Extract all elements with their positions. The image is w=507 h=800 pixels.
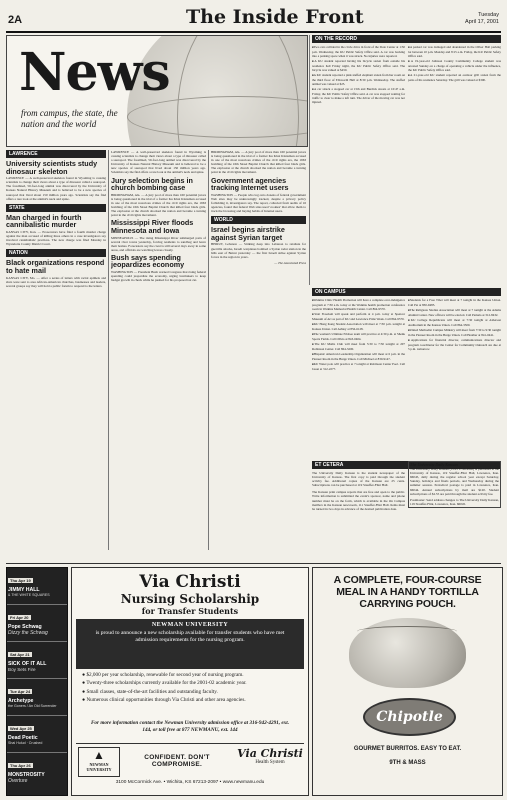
via-christi-logo bbox=[236, 747, 304, 775]
calendar-line2: the Goners / An Old Surrender bbox=[8, 704, 57, 708]
burrito-fold bbox=[357, 626, 457, 637]
on-the-record bbox=[312, 35, 501, 285]
otr-item: ■ A parked car was damaged and abandoned in the Oliver Hall parking lot between 10 p.m. Monday and 8:15 a.m. Friday, the KU Public Safety Office said. bbox=[408, 45, 501, 58]
page-header bbox=[6, 6, 501, 30]
section-label-world: WORLD bbox=[211, 216, 306, 224]
floods-headline: Mississippi River floods Minnesota and Iowa bbox=[111, 218, 194, 235]
column-2-intro: LAWRENCE — A well-preserved skeleton found in Wyoming is causing scientists to change their views about a type of dinosaur called a sauropod. The fossilized, 50-foot-long animal was discovered by the University of Kansas Natural History Museum and is believed to be a new species of sauropod that lived about 150 million years ago. Scientists say the find offers a rare look at the animal's neck and spine. bbox=[111, 150, 206, 175]
calendar-entry bbox=[7, 716, 67, 753]
vc-bullet-item: ● Twenty-three scholarships currently available for the 2001-02 academic year. bbox=[82, 680, 247, 687]
nation-body: KANSAS CITY, Mo. — After a series of letters with racial epithets and slurs were sent to area African-American churches, businesses and leaders, several groups say they will hold a public forum to respond to the letters. bbox=[6, 275, 106, 288]
calendar-line1: MONSTROSITY bbox=[8, 772, 45, 778]
news-subtitle: from campus, the state, the nation and the world bbox=[21, 108, 118, 129]
otr-col-a bbox=[312, 45, 405, 105]
vc-newman-band bbox=[76, 619, 304, 669]
column-2 bbox=[111, 150, 206, 560]
section-label-lawrence: LAWRENCE bbox=[6, 150, 106, 158]
column-1 bbox=[6, 150, 106, 560]
vc-slogan: CONFIDENT. DON'T COMPROMISE. bbox=[144, 754, 210, 768]
column-3-intro: BIRMINGHAM, Ala. — A jury pool of more than 160 potential jurors is being questioned in the trial of a former Ku Klux Klansman accused in one of the most notorious crimes of the civil rights era, the 1963 bombing of the 16th Street Baptist Church that killed four black girls. The explosion at the church shocked the nation and became a turning point in the civil rights movement. bbox=[211, 150, 306, 175]
etc-text-1: The University Daily Kansan is the student newspaper of the University of Kansas. The first copy is paid through the student activity fee. Additional copies of the Kansan are 25 cents. Subscriptions can be purchased at 119 Stauffer-Flint Hall. bbox=[312, 471, 405, 488]
calendar-entry bbox=[7, 605, 67, 642]
vc-web: www.newmanu.edu bbox=[222, 780, 265, 785]
calendar-date: Sat Apr 21 bbox=[10, 652, 30, 657]
calendar-entry bbox=[7, 753, 67, 793]
jury-headline: Jury selection begins in church bombing case bbox=[111, 175, 193, 193]
udk-box bbox=[408, 461, 501, 508]
bush-body: WASHINGTON — President Bush warned Congress that rising federal spending could jeopardize the economy, urging lawmakers to keep budget growth in check while he pushed for his proposed tax cut. bbox=[111, 270, 206, 283]
calendar-entry bbox=[7, 642, 67, 679]
oc-col-b bbox=[408, 298, 501, 352]
vc-title-2: Nursing Scholarship bbox=[120, 592, 260, 606]
chipotle-tagline: GOURMET BURRITOS. EASY TO EAT. bbox=[353, 746, 462, 752]
calendar-line1: Archetype bbox=[8, 698, 34, 704]
calendar-line1: Dead Poetic bbox=[8, 735, 38, 741]
ap-credit: — The Associated Press bbox=[274, 260, 306, 265]
via-christi-logo-sub: Health System bbox=[255, 760, 285, 765]
vc-bullet-text: $2,000 per year scholarship, renewable for second year of nursing program. bbox=[86, 672, 244, 678]
vc-title-3: for Transfer Students bbox=[141, 606, 239, 616]
newman-logo-mark: ▲ bbox=[93, 748, 105, 762]
on-the-record-title: ON THE RECORD bbox=[312, 35, 501, 43]
vc-title-1: Via Christi bbox=[139, 572, 241, 592]
et-cetera-title: ET CETERA bbox=[312, 461, 501, 469]
calendar-line1: Pope Schwag bbox=[8, 624, 42, 630]
news-title: News bbox=[19, 42, 170, 103]
col-divider-2 bbox=[208, 150, 209, 550]
section-label-state: STATE bbox=[6, 204, 106, 212]
calendar-date: Tue Apr 24 bbox=[10, 689, 31, 694]
otr-col-b bbox=[408, 45, 501, 83]
vc-address: 3100 McCormick Ave. • Wichita, KS 67213-2097 bbox=[115, 780, 219, 785]
vc-intro: is proud to announce a new scholarship available for transfer students who have met admission requirements for the nursing program. bbox=[95, 630, 285, 643]
otr-item: ■ A 21-year-old KU student reported an outdoor grill stolen from the patio of his residence Saturday. The grill was valued at $300. bbox=[408, 73, 501, 82]
world-body: BEIRUT, Lebanon — Striking deep into Lebanon to retaliate for guerrilla attacks, Israeli warplanes bombed a Syrian radar station in the hills east of Beirut yesterday — the first Israeli strike against Syrian forces in the region in years. bbox=[211, 242, 306, 259]
ad-rule bbox=[6, 563, 501, 564]
calendar-ad bbox=[6, 567, 68, 796]
on-campus bbox=[312, 288, 501, 458]
calendar-date: Fri Apr 20 bbox=[10, 615, 29, 620]
calendar-entry bbox=[7, 568, 67, 605]
header-rule bbox=[6, 31, 501, 33]
bush-headline: Bush says spending jeopardizes economy bbox=[111, 252, 185, 270]
calendar-line2: Dizzy the Schwag bbox=[8, 630, 48, 636]
oc-item: ■ Students for a Free Tibet will meet at 7 tonight in the Kansas Union. Call Pat at 830-9485. bbox=[408, 298, 501, 307]
vc-bullet-item: ● Numerous clinical opportunities through Via Christi and other area agencies. bbox=[82, 697, 246, 704]
calendar-line1: JIMMY HALL bbox=[8, 587, 40, 593]
govt-body: WASHINGTON — People who log onto dozens of federal government Web sites may be unknowingly tracked, despite a privacy policy forbidding it, investigators say. The report, collected from audits of 16 agencies, found that federal Web sites used 'cookies' that allow them to track the browsing and buying habits of Internet users. bbox=[211, 192, 306, 214]
vc-footer-rule bbox=[76, 743, 304, 744]
otr-item: ■ A KU student reported having his bicycle stolen from outside his residence hall Friday night, the KU Public Safety Office said. The bicycle was valued at $450. bbox=[312, 59, 405, 72]
chipotle-logo-text: Chipotle bbox=[376, 709, 443, 725]
calendar-line2: & THE WHITE SQUARES bbox=[8, 593, 50, 597]
oc-col-a bbox=[312, 298, 405, 372]
udk-title: The University Daily Kansan bbox=[410, 462, 458, 467]
header-date: April 17, 2001 bbox=[465, 19, 499, 25]
udk-postmaster: Postmaster: Send address changes to The University Daily Kansan, 119 Stauffer-Flint, Lawrence, Kan. 66045. bbox=[410, 497, 499, 506]
newman-logo bbox=[78, 747, 120, 777]
vc-bullet-text: Twenty-three scholarships currently available for the 2001-02 academic year. bbox=[86, 680, 247, 687]
calendar-line1: SICK OF IT ALL bbox=[8, 661, 47, 667]
header-day: Tuesday bbox=[478, 12, 499, 18]
calendar-line2: Shai Hulud · Crushed bbox=[8, 741, 43, 745]
oc-item: ■ KU Hong Kong Student Association will meet at 7:30 p.m. tonight at Kansas Union. Call Ashley at 856-6128. bbox=[312, 322, 405, 331]
otr-item: ■ A KU student reported a pink stuffed elephant stolen from her room on the third floor of Ellsworth Hall at 8:30 p.m. Wednesday. The stuffed animal was valued at $25. bbox=[312, 73, 405, 86]
world-headline: Israel begins airstrike against Syrian target bbox=[211, 225, 285, 242]
oc-item: ■ KU Water polo will practice at 7 tonight at Robinson Center Pool. Call Jason at 312-2277. bbox=[312, 362, 405, 371]
etc-col-a bbox=[312, 471, 405, 511]
oc-item: ■ Hispanic American Leadership Organization will meet at 6 p.m. in the Pioneer Room in the Burge Union. Call Michael at 830-9147. bbox=[312, 352, 405, 361]
col-divider-3 bbox=[309, 35, 310, 285]
calendar-date: Wed Apr 25 bbox=[10, 726, 32, 731]
jury-body: BIRMINGHAM, Ala. — A jury pool of more than 160 potential jurors is being questioned in the trial of a former Ku Klux Klansman accused in one of the most notorious crimes of the civil rights era, the 1963 bombing of the 16th Street Baptist Church that killed four black girls. The explosion at the church shocked the nation and became a turning point in the civil rights movement. bbox=[111, 192, 206, 218]
govt-headline: Government agencies tracking Internet users bbox=[211, 175, 289, 193]
state-headline: Man charged in fourth cannibalistic murder bbox=[6, 212, 82, 230]
via-christi-logo-text: Via Christi bbox=[237, 747, 303, 760]
chipotle-headline: A COMPLETE, FOUR-COURSE MEAL IN A HANDY TORTILLA CARRYING POUCH. bbox=[333, 574, 482, 610]
state-body: KANSAS CITY, Kan. — Prosecutors have filed a fourth murder charge against the man accused of killing three others in a case investigators say involved cannibalistic practices. The new charge was filed Monday in Wyandotte County District Court. bbox=[6, 229, 106, 247]
newman-logo-text: NEWMAN UNIVERSITY bbox=[86, 762, 112, 772]
vc-bullets bbox=[82, 672, 298, 706]
oc-item: ■ Watkins Clinic Health Promotion will have a complete over-indulgence program at 7:30 a.m. today at the Watkins health promotion conference room in Watkins Memorial Health Center. Call 864-9570. bbox=[312, 298, 405, 311]
section-title: The Inside Front bbox=[186, 6, 364, 28]
oc-item: ■ The KU Maths Club will meet from 5:30 to 7:30 tonight at 207 Robinson Center. Call 864-3200. bbox=[312, 342, 405, 351]
vc-contact: For more information contact the Newman University admission office at 316-942-4291, ext. 144, or toll free at 877 NEWMANU, ext. 144 bbox=[90, 720, 290, 733]
section-label-nation: NATION bbox=[6, 249, 106, 257]
otr-item: ■ A car struck a stopped car at 15th and Burdick streets at 10:47 a.m. Friday, the KU Public Safety Office said. A car was stopped waiting for traffic to clear to make a left turn. The driver of the moving car was not injured. bbox=[312, 87, 405, 104]
etc-text-2: The Kansan print campus reports that are free and open to the public. Write information is submitted the event's sponsor, name and phone number must be on the form, which is available in the On Campus mailbox in the Kansan newsroom, 111 Stauffer-Flint Hall. Items must be turned in two days in advance of the desired publication date. bbox=[312, 490, 405, 511]
chipotle-logo bbox=[363, 698, 456, 736]
otr-item: ■ A 19-year-old Johnson County Community College student was arrested Sunday on a charge of operating a vehicle under the influence, the KU Public Safety Office said. bbox=[408, 59, 501, 72]
vc-address-line: 3100 McCormick Ave. • Wichita, KS 67213-2097 • www.newmanu.edu bbox=[115, 780, 265, 785]
calendar-entry bbox=[7, 679, 67, 716]
oc-item: ■ Applications for financial director, communications director and program coordinator for the Center for Community Outreach are due at 5 p.m. tomorrow. bbox=[408, 338, 501, 351]
calendar-date: Thu Apr 26 bbox=[10, 763, 31, 768]
vc-bullet-text: Small classes, state-of-the-art facilities and outstanding faculty. bbox=[86, 688, 218, 695]
vc-newman-header: NEWMAN UNIVERSITY bbox=[151, 622, 229, 628]
vc-bullet-item: ● Small classes, state-of-the-art facilities and outstanding faculty. bbox=[82, 688, 218, 695]
col-divider-1 bbox=[108, 150, 109, 550]
oc-item: ■ The Religious Studies Association will meet at 7 tonight at the Adams Alumni Center. New officers will be elected. Call Pamela at 312-8432. bbox=[408, 308, 501, 317]
page-number: 2A bbox=[8, 14, 23, 26]
oc-item: ■ The women's Ultimate Frisbee team will practice at 4:30 p.m. at Shenk Sports Fields. Call Olivia at 843-0404. bbox=[312, 332, 405, 341]
oc-item: ■ United Methodist Campus Ministry will meet from 7:30 to 9:30 tonight in the Pioneer Room in the Burge Union. Call Heather at 841-0441. bbox=[408, 328, 501, 337]
oc-item: ■ Statt Freedom will speak and perform at 4 p.m. today at Spencer Museum of Art as part of KU and Lawrence Pride Week. Call 864-9570. bbox=[312, 312, 405, 321]
oc-item: ■ KU College Republicans will meet at 7:30 tonight at Alderson Auditorium in the Kansas Union. Call 864-3500. bbox=[408, 318, 501, 327]
via-christi-ad bbox=[71, 567, 309, 796]
chipotle-address: 9TH & MASS bbox=[389, 760, 426, 766]
column-3 bbox=[211, 150, 306, 560]
chipotle-ad bbox=[312, 567, 503, 796]
calendar-date: Thu Apr 19 bbox=[10, 578, 31, 583]
otr-item: ■ Two cars collided in the circle drive in front of the Dole Center at 1:30 p.m. Wednesday, the KU Public Safety Office said. A car was backing into a parking space when it was struck. No injuries were reported. bbox=[312, 45, 405, 58]
et-cetera bbox=[312, 461, 501, 561]
on-campus-title: ON CAMPUS bbox=[312, 288, 501, 296]
calendar-line2: Overture bbox=[8, 778, 28, 784]
lawrence-headline: University scientists study dinosaur skeleton bbox=[6, 159, 98, 176]
news-box bbox=[6, 35, 308, 147]
calendar-line2: Boy Sets Fire bbox=[8, 667, 36, 672]
lawrence-body: LAWRENCE — A well-preserved skeleton found in Wyoming is causing scientists to change their views about a type of dinosaur called a sauropod. The fossilized, 50-foot-long animal was discovered by the University of Kansas Natural History Museum and is believed to be a new species of sauropod that lived about 150 million years ago. Scientists say the find offers a rare look at the animal's neck and spine. bbox=[6, 176, 106, 201]
vc-bullet-text: Numerous clinical opportunities through Via Christi and other area agencies. bbox=[86, 697, 246, 704]
vc-bullet-item: ● $2,000 per year scholarship, renewable for second year of nursing program. bbox=[82, 672, 244, 678]
nation-headline: Black organizations respond to hate mail bbox=[6, 258, 105, 275]
udk-text: The University Daily Kansan (ISSN 0746-4962) is published at the University of Kansas, 119 Stauffer-Flint Hall, Lawrence, Kan. 66045, daily during the regular school year except Saturday, Sunday, holidays and finals periods, and Wednesday during the summer session. Periodical postage is paid in Lawrence, Kan. 66044. Annual subscriptions by mail are $120. Student subscriptions of $2.55 are paid through the student activity fee. bbox=[410, 467, 499, 496]
floods-body: MINNEAPOLIS — The rising Mississippi River submerged parts of several river towns yesterday, forcing residents to sandbag and leave their homes. Forecasters say the crest is still several days away in some areas, and officials are watching levees closely. bbox=[111, 235, 206, 252]
